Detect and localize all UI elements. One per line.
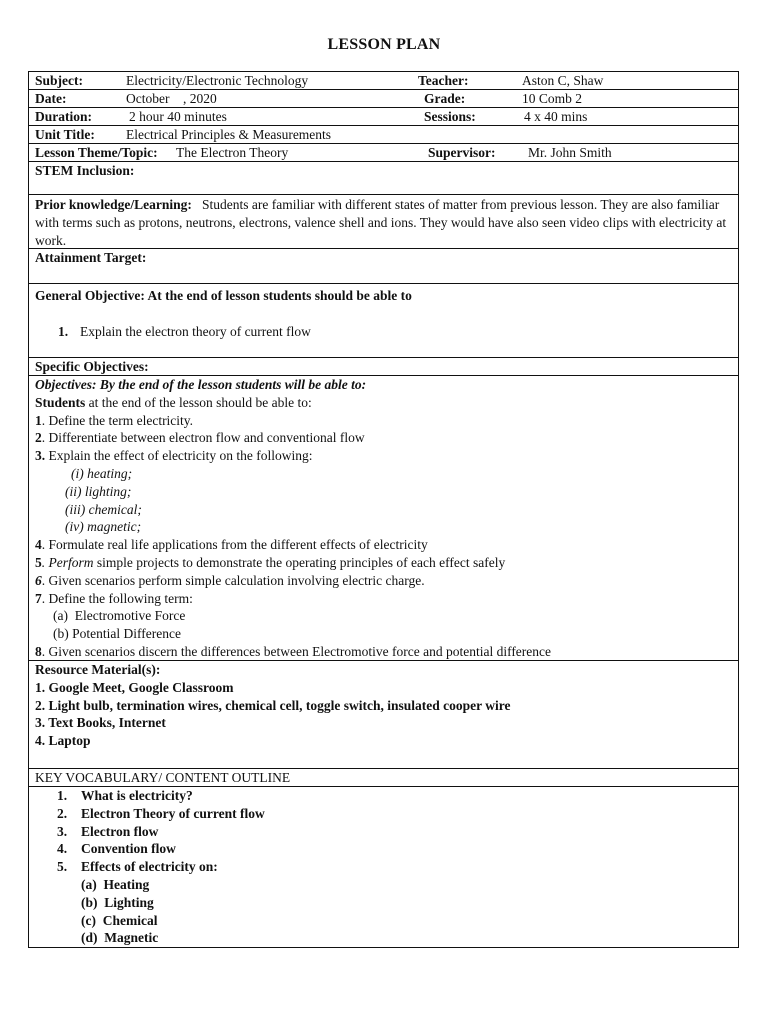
objective-3: 3. Explain the effect of electricity on the following: [35,448,313,464]
sessions-value: 4 x 40 mins [524,109,588,124]
teacher-label: Teacher: [418,73,469,88]
subject-value: Electricity/Electronic Technology [126,73,309,88]
meta-row-theme [29,144,738,162]
sub-list-item: (d) Magnetic [81,930,159,946]
subject-label: Subject: [35,73,83,88]
supervisor-value: Mr. John Smith [528,145,612,160]
meta-row-unit [29,126,738,144]
objective-1: 1. Define the term electricity. [35,412,194,428]
resource-label: Resource Material(s): [35,662,161,677]
objective-5: 5. Perform simple projects to demonstrate the operating principles of each effect safely [35,554,506,570]
prior-knowledge-section [29,195,738,249]
stem-label: STEM Inclusion: [35,163,135,178]
objective-3-magnetic: (iv) magnetic; [65,519,142,535]
prior-knowledge-body: Students are familiar with different states of matter from previous lesson. They are also familiar with terms such as protons, neutrons, electrons, valence shell and ions. They would have also seen video clips with electricity at work. [35,197,727,248]
vocabulary-label: KEY VOCABULARY/ CONTENT OUTLINE [35,770,291,785]
objective-2: 2. Differentiate between electron flow and conventional flow [35,430,365,446]
sub-list-item: (b) Lighting [81,894,154,910]
resource-item: 2. Light bulb, termination wires, chemical cell, toggle switch, insulated cooper wire [35,697,511,713]
vocabulary-section [29,787,738,947]
resource-item: 3. Text Books, Internet [35,715,166,731]
lesson-plan-table [28,71,739,948]
teacher-value: Aston C, Shaw [522,73,604,88]
list-item: 1. What is electricity? [57,788,193,803]
objective-8: 8. Given scenarios discern the differences between Electromotive force and potential difference [35,643,552,659]
list-item: 3. Electron flow [57,823,159,839]
resource-item: 4. Laptop [35,733,91,749]
objective-3-heating: (i) heating; [71,465,133,481]
prior-knowledge-label: Prior knowledge/Learning: [35,197,192,212]
duration-label: Duration: [35,109,92,124]
sessions-label: Sessions: [424,109,476,124]
specific-objectives-header [29,358,738,376]
prior-knowledge-text [35,196,732,249]
general-objective-label: General Objective: At the end of lesson students should be able to [35,288,412,303]
supervisor-label: Supervisor: [428,145,496,160]
specific-objectives-section [29,376,738,661]
list-item: 2. Electron Theory of current flow [57,805,265,821]
meta-row-date [29,90,738,108]
objectives-intro: Students at the end of the lesson should be able to: [35,394,312,410]
grade-value: 10 Comb 2 [522,91,583,106]
objective-3-chemical: (iii) chemical; [65,501,142,517]
sub-list-item: (a) Heating [81,876,150,892]
meta-row-duration [29,108,738,126]
unit-label: Unit Title: [35,127,95,142]
general-objective-section [29,284,738,358]
date-label: Date: [35,91,67,106]
duration-value: 2 hour 40 minutes [129,109,227,124]
specific-objectives-label: Specific Objectives: [35,359,149,374]
meta-row-subject [29,72,738,90]
list-item: 5. Effects of electricity on: [57,859,218,875]
general-objective-item: 1. Explain the electron theory of current flow [58,323,311,339]
objective-4: 4. Formulate real life applications from the different effects of electricity [35,537,428,553]
resource-materials-section [29,661,738,769]
objective-6: 6. Given scenarios perform simple calculation involving electric charge. [35,572,425,588]
objective-7-emf: (a) Electromotive Force [53,608,186,624]
sub-list-item: (c) Chemical [81,912,158,928]
vocabulary-header [29,769,738,787]
objective-7: 7. Define the following term: [35,590,193,606]
objectives-heading: Objectives: By the end of the lesson students will be able to: [35,377,367,392]
unit-value: Electrical Principles & Measurements [126,127,332,142]
resource-item: 1. Google Meet, Google Classroom [35,679,234,695]
stem-inclusion-section [29,162,738,195]
attainment-label: Attainment Target: [35,250,147,265]
objective-3-lighting: (ii) lighting; [65,483,132,499]
theme-label: Lesson Theme/Topic: [35,145,158,160]
grade-label: Grade: [424,91,466,106]
date-value: October , 2020 [126,91,217,106]
list-item: 4. Convention flow [57,841,176,857]
page-title: LESSON PLAN [327,36,441,53]
objective-7-pd: (b) Potential Difference [53,626,181,642]
theme-value: The Electron Theory [176,145,289,160]
attainment-target-section [29,249,738,284]
